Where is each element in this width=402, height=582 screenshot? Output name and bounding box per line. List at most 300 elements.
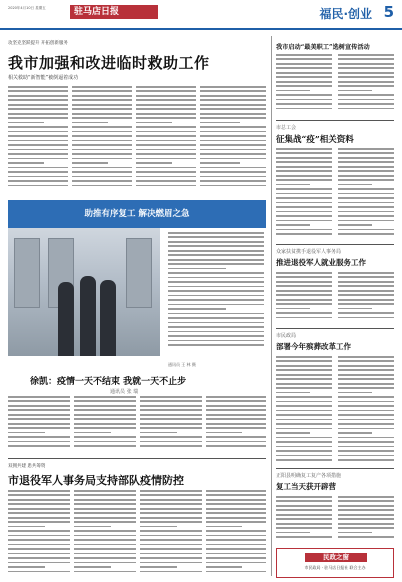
text-line xyxy=(140,526,177,528)
text-line xyxy=(140,423,202,425)
text-line xyxy=(338,523,394,525)
text-line xyxy=(74,441,136,443)
column-box xyxy=(276,548,394,578)
text-line xyxy=(276,441,332,443)
text-line xyxy=(276,103,332,105)
text-line xyxy=(74,544,136,546)
text-line xyxy=(140,503,202,505)
text-line xyxy=(276,276,332,278)
text-line xyxy=(276,446,332,448)
text-line xyxy=(8,526,45,528)
text-line xyxy=(206,396,266,398)
feature-body-col-2 xyxy=(74,396,136,452)
text-line xyxy=(8,445,70,447)
text-line xyxy=(74,503,136,505)
text-line xyxy=(338,414,394,416)
text-line xyxy=(72,162,108,164)
text-line xyxy=(200,144,266,146)
text-line xyxy=(8,171,68,173)
text-line xyxy=(136,104,196,106)
text-line xyxy=(168,259,264,261)
text-line xyxy=(168,335,264,337)
text-line xyxy=(140,494,202,496)
text-line xyxy=(168,344,264,346)
text-line xyxy=(206,539,266,541)
text-line xyxy=(276,419,332,421)
text-line xyxy=(206,427,266,429)
text-line xyxy=(338,233,394,235)
text-line xyxy=(276,220,332,222)
text-line xyxy=(140,530,202,532)
text-line xyxy=(338,437,394,439)
text-line xyxy=(338,72,394,74)
feature-body-col-1 xyxy=(8,396,70,452)
text-line xyxy=(276,224,310,226)
text-line xyxy=(276,459,332,461)
text-line xyxy=(338,220,394,222)
text-line xyxy=(276,392,310,394)
text-line xyxy=(338,161,394,163)
text-line xyxy=(72,113,132,115)
text-line xyxy=(276,99,332,101)
text-line xyxy=(206,562,266,564)
text-line xyxy=(276,152,332,154)
text-line xyxy=(276,303,332,305)
text-line xyxy=(338,281,394,283)
text-line xyxy=(206,548,266,550)
text-line xyxy=(276,285,332,287)
text-line xyxy=(276,312,332,314)
text-line xyxy=(8,99,68,101)
text-line xyxy=(276,299,332,301)
text-line xyxy=(140,535,202,537)
text-line xyxy=(276,202,332,204)
bottom-body-col-2 xyxy=(74,490,136,578)
text-line xyxy=(338,166,394,168)
text-line xyxy=(8,427,70,429)
text-line xyxy=(8,117,68,119)
text-line xyxy=(8,176,68,178)
text-line xyxy=(72,153,132,155)
text-line xyxy=(206,405,266,407)
right-divider-2 xyxy=(276,244,394,245)
text-line xyxy=(74,494,136,496)
text-line xyxy=(276,206,332,208)
text-line xyxy=(136,122,172,124)
text-line xyxy=(136,167,196,169)
text-line xyxy=(72,176,132,178)
text-line xyxy=(276,108,332,110)
text-line xyxy=(72,117,132,119)
text-line xyxy=(8,95,68,97)
text-line xyxy=(200,108,266,110)
text-line xyxy=(140,400,202,402)
feature-body-col-4 xyxy=(206,396,266,452)
text-line xyxy=(338,312,394,314)
text-line xyxy=(168,322,264,324)
text-line xyxy=(8,512,70,514)
text-line xyxy=(140,562,202,564)
text-line xyxy=(276,500,332,502)
text-line xyxy=(74,405,136,407)
text-line xyxy=(206,571,266,573)
text-line xyxy=(140,445,202,447)
text-line xyxy=(140,548,202,550)
text-line xyxy=(74,512,136,514)
text-line xyxy=(338,387,394,389)
text-line xyxy=(206,414,266,416)
text-line xyxy=(206,503,266,505)
right-article5-body-b xyxy=(338,496,394,544)
text-line xyxy=(338,536,394,538)
text-line xyxy=(8,153,68,155)
bottom-kicker: 双拥共建 患共筹资 xyxy=(8,464,46,469)
text-line xyxy=(276,281,332,283)
text-line xyxy=(338,518,394,520)
masthead xyxy=(0,0,402,30)
text-line xyxy=(276,67,332,69)
text-line xyxy=(338,374,394,376)
text-line xyxy=(276,58,332,60)
right-divider-1 xyxy=(276,120,394,121)
text-line xyxy=(8,436,70,438)
text-line xyxy=(206,530,266,532)
text-line xyxy=(8,158,68,160)
text-line xyxy=(276,410,332,412)
text-line xyxy=(200,162,240,164)
text-line xyxy=(72,144,132,146)
news-photo xyxy=(8,228,160,356)
text-line xyxy=(276,428,332,430)
text-line xyxy=(74,517,136,519)
text-line xyxy=(276,365,332,367)
text-line xyxy=(338,63,394,65)
text-line xyxy=(168,272,264,274)
photo-description xyxy=(168,232,264,352)
text-line xyxy=(168,241,264,243)
text-line xyxy=(72,167,132,169)
text-line xyxy=(338,99,394,101)
text-line xyxy=(74,445,136,447)
text-line xyxy=(276,423,332,425)
column-box-subtitle: 市民政局 · 驻马店日报社 联合主办 xyxy=(304,565,366,570)
text-line xyxy=(276,157,332,159)
text-line xyxy=(74,418,136,420)
text-line xyxy=(338,58,394,60)
bottom-body-col-1 xyxy=(8,490,70,578)
text-line xyxy=(276,514,332,516)
text-line xyxy=(72,126,132,128)
text-line xyxy=(276,505,332,507)
text-line xyxy=(276,166,332,168)
text-line xyxy=(276,405,332,407)
issue-date: 2020年4月10日 星期五 xyxy=(8,6,46,10)
text-line xyxy=(338,505,394,507)
text-line xyxy=(8,571,70,573)
text-line xyxy=(140,508,202,510)
text-line xyxy=(140,409,202,411)
text-line xyxy=(136,176,196,178)
text-line xyxy=(8,441,70,443)
right-article3-body-b xyxy=(338,272,394,324)
text-line xyxy=(140,396,202,398)
right-article2-kicker: 市总工会 xyxy=(276,125,297,131)
text-line xyxy=(338,308,372,310)
photo-caption: 通讯员 王 林 摄 xyxy=(168,362,196,367)
text-line xyxy=(74,436,136,438)
text-line xyxy=(206,517,266,519)
text-line xyxy=(168,254,264,256)
right-article3-body-a xyxy=(276,272,332,324)
text-line xyxy=(338,378,394,380)
text-line xyxy=(200,135,266,137)
text-line xyxy=(276,272,332,274)
text-line xyxy=(136,99,196,101)
text-line xyxy=(74,409,136,411)
lead-body-col-3 xyxy=(136,86,196,192)
text-line xyxy=(72,99,132,101)
text-line xyxy=(140,436,202,438)
text-line xyxy=(276,229,332,231)
text-line xyxy=(8,530,70,532)
text-line xyxy=(338,419,394,421)
text-line xyxy=(8,508,70,510)
text-line xyxy=(276,90,310,92)
text-line xyxy=(338,459,394,461)
lead-body-col-2 xyxy=(72,86,132,192)
text-line xyxy=(168,340,264,342)
text-line xyxy=(276,184,310,186)
section-divider xyxy=(8,458,266,459)
text-line xyxy=(338,365,394,367)
text-line xyxy=(8,113,68,115)
text-line xyxy=(200,185,266,187)
text-line xyxy=(338,290,394,292)
text-line xyxy=(74,432,111,434)
text-line xyxy=(140,432,177,434)
text-line xyxy=(168,277,264,279)
text-line xyxy=(338,303,394,305)
text-line xyxy=(338,500,394,502)
text-line xyxy=(276,294,332,296)
text-line xyxy=(338,496,394,498)
text-line xyxy=(74,521,136,523)
text-line xyxy=(338,90,372,92)
text-line xyxy=(136,171,196,173)
text-line xyxy=(276,455,332,457)
text-line xyxy=(140,512,202,514)
text-line xyxy=(206,553,266,555)
text-line xyxy=(8,544,70,546)
text-line xyxy=(276,518,332,520)
text-line xyxy=(168,286,264,288)
text-line xyxy=(8,90,68,92)
text-line xyxy=(338,428,394,430)
text-line xyxy=(74,396,136,398)
text-line xyxy=(338,67,394,69)
text-line xyxy=(200,153,266,155)
text-line xyxy=(136,140,196,142)
right-article1-headline: 我市启动“最美职工”选树宣传活动 xyxy=(276,44,370,51)
text-line xyxy=(276,536,332,538)
text-line xyxy=(200,86,266,88)
text-line xyxy=(136,144,196,146)
text-line xyxy=(140,418,202,420)
text-line xyxy=(276,76,332,78)
text-line xyxy=(338,527,394,529)
text-line xyxy=(338,215,394,217)
text-line xyxy=(136,95,196,97)
text-line xyxy=(338,224,372,226)
text-line xyxy=(338,441,394,443)
text-line xyxy=(276,290,332,292)
text-line xyxy=(276,432,310,434)
text-line xyxy=(8,149,68,151)
text-line xyxy=(136,180,196,182)
text-line xyxy=(206,432,242,434)
text-line xyxy=(72,108,132,110)
text-line xyxy=(8,553,70,555)
text-line xyxy=(8,400,70,402)
text-line xyxy=(168,263,264,265)
text-line xyxy=(136,153,196,155)
text-line xyxy=(8,517,70,519)
text-line xyxy=(74,535,136,537)
text-line xyxy=(206,436,266,438)
text-line xyxy=(168,250,264,252)
text-line xyxy=(168,245,264,247)
text-line xyxy=(200,140,266,142)
text-line xyxy=(338,157,394,159)
text-line xyxy=(200,176,266,178)
text-line xyxy=(140,553,202,555)
text-line xyxy=(8,405,70,407)
text-line xyxy=(74,490,136,492)
text-line xyxy=(276,233,332,235)
text-line xyxy=(206,400,266,402)
text-line xyxy=(276,374,332,376)
text-line xyxy=(276,211,332,213)
paper-logo: 驻马店日报 xyxy=(70,5,158,19)
text-line xyxy=(8,396,70,398)
text-line xyxy=(74,566,111,568)
text-line xyxy=(276,496,332,498)
text-line xyxy=(338,401,394,403)
text-line xyxy=(338,294,394,296)
text-line xyxy=(8,180,68,182)
text-line xyxy=(74,508,136,510)
text-line xyxy=(338,81,394,83)
text-line xyxy=(74,562,136,564)
text-line xyxy=(338,103,394,105)
text-line xyxy=(74,423,136,425)
feature-body-col-3 xyxy=(140,396,202,452)
text-line xyxy=(206,512,266,514)
text-line xyxy=(168,236,264,238)
text-line xyxy=(140,427,202,429)
text-line xyxy=(276,175,332,177)
lead-body-col-1 xyxy=(8,86,68,192)
right-article5-headline: 复工当天获开辟营 xyxy=(276,482,336,491)
text-line xyxy=(136,149,196,151)
text-line xyxy=(338,179,394,181)
text-line xyxy=(276,523,332,525)
text-line xyxy=(206,544,266,546)
text-line xyxy=(8,539,70,541)
text-line xyxy=(276,54,332,56)
text-line xyxy=(206,526,242,528)
text-line xyxy=(136,90,196,92)
text-line xyxy=(200,95,266,97)
text-line xyxy=(200,113,266,115)
text-line xyxy=(206,494,266,496)
text-line xyxy=(8,135,68,137)
text-line xyxy=(276,215,332,217)
text-line xyxy=(206,521,266,523)
text-line xyxy=(200,117,266,119)
text-line xyxy=(200,131,266,133)
text-line xyxy=(72,135,132,137)
text-line xyxy=(206,490,266,492)
text-line xyxy=(168,313,264,315)
lead-body-col-4 xyxy=(200,86,266,192)
text-line xyxy=(338,450,394,452)
text-line xyxy=(168,299,264,301)
text-line xyxy=(140,539,202,541)
right-article2-headline: 征集战“疫”相关资料 xyxy=(276,135,354,145)
text-line xyxy=(276,450,332,452)
text-line xyxy=(200,158,266,160)
right-article2-body-a xyxy=(276,148,332,240)
text-line xyxy=(276,509,332,511)
right-divider-4 xyxy=(276,468,394,469)
text-line xyxy=(338,197,394,199)
photo-banner: 助推有序复工 解决燃眉之急 xyxy=(8,200,266,228)
text-line xyxy=(338,432,372,434)
text-line xyxy=(8,535,70,537)
text-line xyxy=(136,117,196,119)
text-line xyxy=(74,427,136,429)
text-line xyxy=(168,308,226,310)
right-article1-body-a xyxy=(276,54,332,116)
text-line xyxy=(72,86,132,88)
text-line xyxy=(8,108,68,110)
text-line xyxy=(8,140,68,142)
text-line xyxy=(338,317,394,319)
text-line xyxy=(338,410,394,412)
text-line xyxy=(168,268,226,270)
text-line xyxy=(338,423,394,425)
feature-byline: 通讯员 张 瑞 xyxy=(110,389,139,395)
text-line xyxy=(338,54,394,56)
text-line xyxy=(276,437,332,439)
text-line xyxy=(72,140,132,142)
text-line xyxy=(140,490,202,492)
text-line xyxy=(74,530,136,532)
text-line xyxy=(338,94,394,96)
text-line xyxy=(72,149,132,151)
text-line xyxy=(200,126,266,128)
text-line xyxy=(74,400,136,402)
text-line xyxy=(8,557,70,559)
right-divider-3 xyxy=(276,328,394,329)
text-line xyxy=(74,539,136,541)
text-line xyxy=(168,290,264,292)
text-line xyxy=(200,149,266,151)
text-line xyxy=(338,175,394,177)
text-line xyxy=(338,188,394,190)
text-line xyxy=(338,514,394,516)
